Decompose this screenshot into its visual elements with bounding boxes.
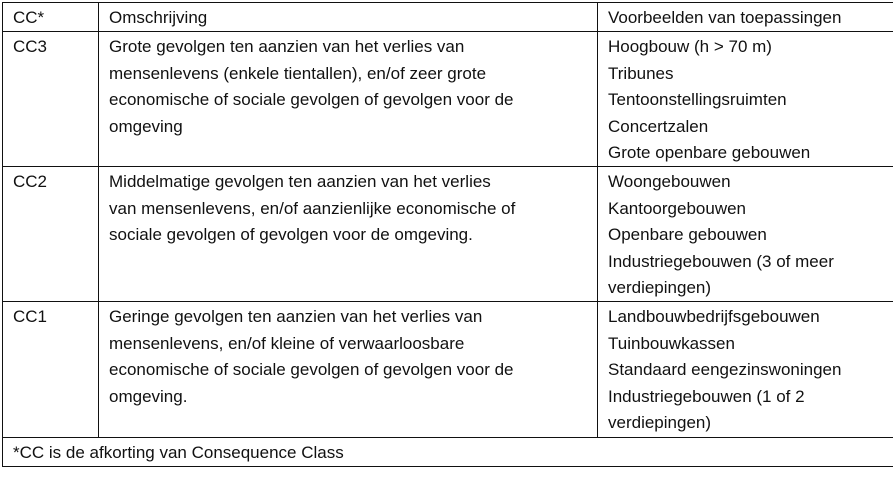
footnote: *CC is de afkorting van Consequence Class bbox=[3, 437, 893, 466]
examples-cell bbox=[598, 167, 893, 302]
example-item: Tuinbouwkassen bbox=[608, 333, 735, 353]
description-line: Grote gevolgen ten aanzien van het verlies van bbox=[109, 37, 465, 57]
example-item: Kantoorgebouwen bbox=[608, 198, 747, 218]
example-item: verdiepingen) bbox=[608, 278, 712, 298]
header-cc: CC* bbox=[3, 3, 99, 32]
table-row-cc2 bbox=[3, 167, 893, 302]
example-item: Grote openbare gebouwen bbox=[608, 143, 811, 163]
description-cell bbox=[99, 167, 598, 302]
cc-cell: CC3 bbox=[3, 32, 99, 167]
description-line: Middelmatige gevolgen ten aanzien van het verlies bbox=[109, 172, 491, 192]
example-item: Concertzalen bbox=[608, 116, 709, 136]
example-item: Tentoonstellingsruimten bbox=[608, 90, 787, 110]
header-examples: Voorbeelden van toepassingen bbox=[598, 3, 893, 32]
description-line: omgeving bbox=[109, 116, 183, 136]
description-cell bbox=[99, 32, 598, 167]
example-item: Industriegebouwen (3 of meer bbox=[608, 251, 834, 271]
description-line: sociale gevolgen of gevolgen voor de omgeving. bbox=[109, 225, 473, 245]
example-item: Tribunes bbox=[608, 63, 674, 83]
description-cell bbox=[99, 302, 598, 437]
description-line: economische of sociale gevolgen of gevolgen voor de bbox=[109, 90, 514, 110]
cc-cell: CC2 bbox=[3, 167, 99, 302]
description-line: mensenlevens (enkele tientallen), en/of zeer grote bbox=[109, 63, 487, 83]
example-item: Woongebouwen bbox=[608, 172, 731, 192]
description-line: Geringe gevolgen ten aanzien van het verlies van bbox=[109, 307, 483, 327]
description-line: mensenlevens, en/of kleine of verwaarloosbare bbox=[109, 333, 465, 353]
table-row-cc1 bbox=[3, 302, 893, 437]
example-item: verdiepingen) bbox=[608, 413, 712, 433]
examples-cell bbox=[598, 302, 893, 437]
description-line: van mensenlevens, en/of aanzienlijke economische of bbox=[109, 198, 516, 218]
description-line: economische of sociale gevolgen of gevolgen voor de bbox=[109, 360, 514, 380]
description-line: omgeving. bbox=[109, 386, 188, 406]
footnote-row bbox=[3, 437, 893, 466]
cc-cell: CC1 bbox=[3, 302, 99, 437]
header-description: Omschrijving bbox=[99, 3, 598, 32]
example-item: Landbouwbedrijfsgebouwen bbox=[608, 307, 820, 327]
example-item: Hoogbouw (h > 70 m) bbox=[608, 37, 772, 57]
examples-cell bbox=[598, 32, 893, 167]
example-item: Openbare gebouwen bbox=[608, 225, 767, 245]
example-item: Standaard eengezinswoningen bbox=[608, 360, 842, 380]
table-row-cc3 bbox=[3, 32, 893, 167]
consequence-class-table bbox=[2, 2, 893, 467]
example-item: Industriegebouwen (1 of 2 bbox=[608, 386, 805, 406]
header-row bbox=[3, 3, 893, 32]
